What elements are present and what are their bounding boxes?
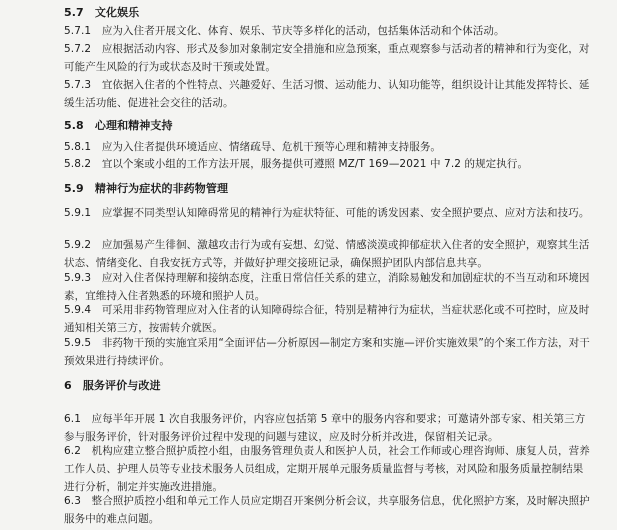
paragraph-5-7-3: 5.7.3 宜依据入住者的个性特点、兴趣爱好、生活习惯、运动能力、认知功能等，组织设计让其能发挥特长、延缓生活功能、促进社会交往的活动。: [64, 79, 590, 109]
paragraph-5-9-4: 5.9.4 可采用非药物管理应对入住者的认知障碍综合征，特别是精神行为症状，当症状恶化或不可控时，应及时通知相关第三方，按需转介就医。: [64, 304, 590, 334]
section-heading-5-9: 5.9 精神行为症状的非药物管理: [64, 182, 229, 195]
section-heading-5-7: 5.7 文化娱乐: [64, 6, 140, 19]
paragraph-5-9-1: 5.9.1 应掌握不同类型认知障碍常见的精神行为症状特征、可能的诱发因素、安全照护要点、应对方法和技巧。: [64, 207, 590, 219]
paragraph-5-7-2: 5.7.2 应根据活动内容、形式及参加对象制定安全措施和应急预案，重点观察参与活动者的精神和行为变化，对可能产生风险的行为或状态及时干预或处置。: [64, 43, 590, 73]
paragraph-5-8-1: 5.8.1 应为入住者提供环境适应、情绪疏导、危机干预等心理和精神支持服务。: [64, 141, 442, 153]
paragraph-6-3: 6.3 整合照护质控小组和单元工作人员应定期召开案例分析会议，共享服务信息，优化照护方案，及时解决照护服务中的难点问题。: [64, 495, 590, 525]
paragraph-5-9-2: 5.9.2 应加强易产生徘徊、激越攻击行为或有妄想、幻觉、情感淡漠或抑郁症状入住者的安全照护，观察其生活状态、情绪变化、自我安抚方式等，并做好护理交接班记录，确保照护团队内部信息共享。: [64, 239, 590, 269]
paragraph-5-9-3: 5.9.3 应对入住者保持理解和接纳态度，注重日常信任关系的建立，消除易触发和加剧症状的不当互动和环境因素，宜维持入住者熟悉的环境和照护人员。: [64, 272, 590, 302]
paragraph-5-8-2: 5.8.2 宜以个案或小组的工作方法开展，服务提供可遵照 MZ/T 169—2021 中 7.2 的规定执行。: [64, 158, 529, 170]
paragraph-6-2: 6.2 机构应建立整合照护质控小组，由服务管理负责人和医护人员，社会工作师或心理咨询师、康复人员，营养工作人员、护理人员等专业技术服务人员组成，定期开展单元服务质量监督与考核，对风险和服务质量控制结果进行分析，制定并实施改进措施。: [64, 445, 590, 493]
paragraph-5-9-5: 5.9.5 非药物干预的实施宜采用“全面评估—分析原因—制定方案和实施—评价实施效果”的个案工作方法，对干预效果进行持续评价。: [64, 337, 590, 367]
paragraph-5-7-1: 5.7.1 应为入住者开展文化、体育、娱乐、节庆等多样化的活动，包括集体活动和个体活动。: [64, 25, 505, 37]
section-heading-5-8: 5.8 心理和精神支持: [64, 119, 173, 132]
paragraph-6-1: 6.1 应每半年开展 1 次自我服务评价，内容应包括第 5 章中的服务内容和要求；可邀请外部专家、相关第三方参与服务评价，针对服务评价过程中发现的问题与建议，应及时分析并改进，保留相关记录。: [64, 413, 586, 443]
section-heading-6: 6 服务评价与改进: [64, 379, 161, 392]
